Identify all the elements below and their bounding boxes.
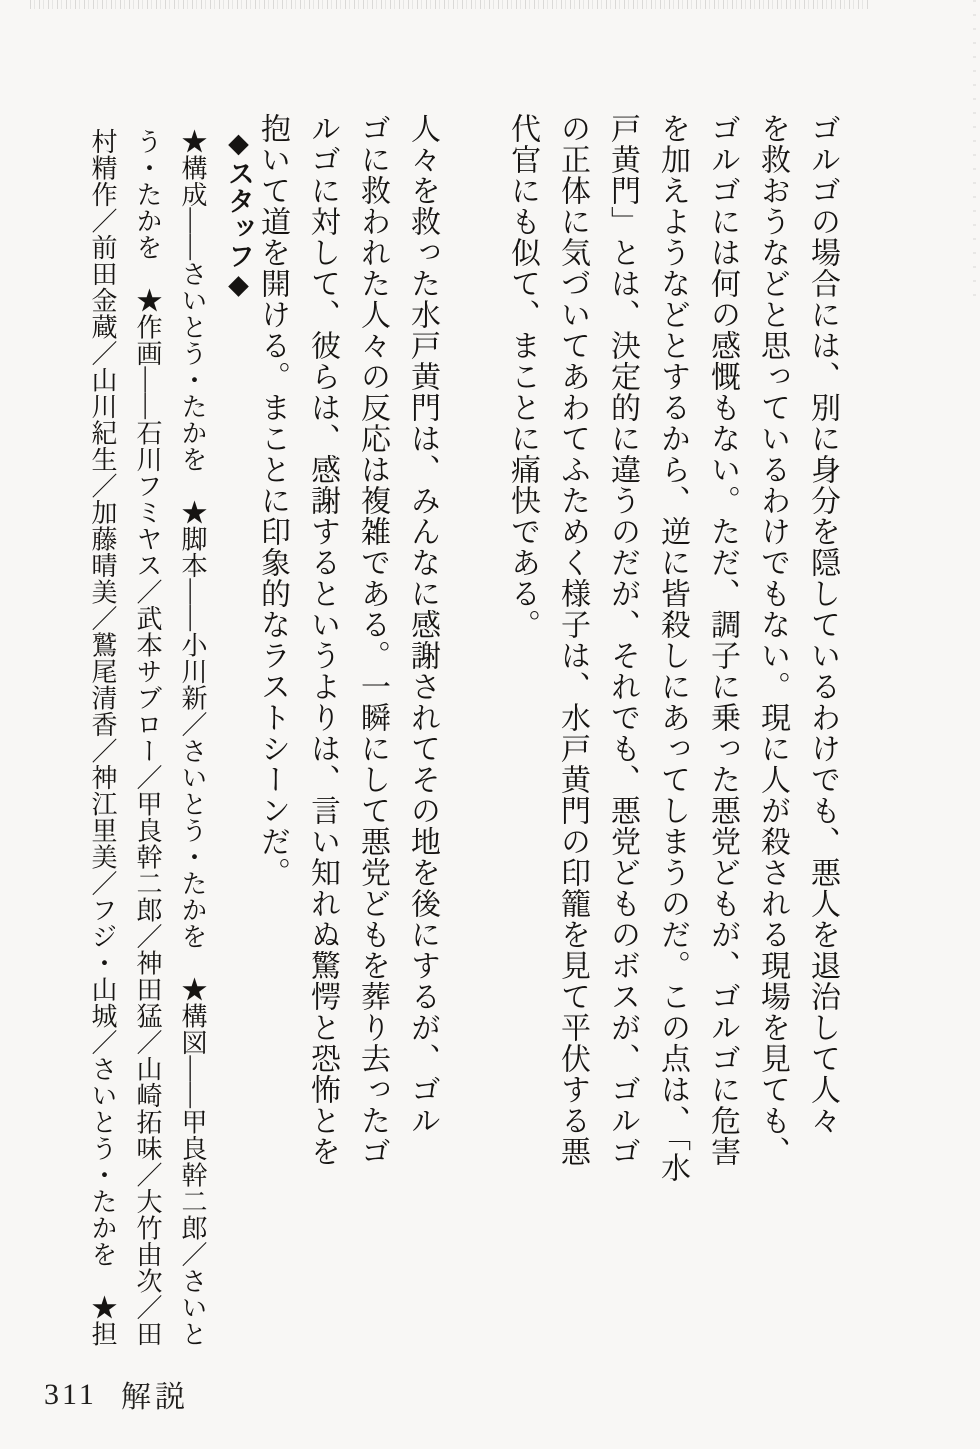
text-line: ゴルゴには何の感慨もない。ただ、調子に乗った悪党どもが、ゴルゴに危害 bbox=[706, 113, 739, 1167]
text-line: ゴに救われた人々の反応は複雑である。一瞬にして悪党どもを葬り去ったゴ bbox=[356, 113, 389, 1167]
text-line: 抱いて道を開ける。まことに印象的なラストシーンだ。 bbox=[256, 113, 289, 888]
staff-credits-line: ★構成――さいとう・たかを ★脚本――小川新／さいとう・たかを ★構図――甲良幹二郎／さいと bbox=[178, 128, 207, 1347]
text-line: 人々を救った水戸黄門は、みんなに感謝されてその地を後にするが、ゴル bbox=[406, 113, 439, 1136]
text-line: の正体に気づいてあわてふためく様子は、水戸黄門の印籠を見て平伏する悪 bbox=[556, 113, 589, 1167]
text-line: を加えようなどとするから、逆に皆殺しにあってしまうのだ。この点は、「水 bbox=[656, 113, 689, 1183]
text-line: を救おうなどと思っているわけでもない。現に人が殺される現場を見ても、 bbox=[756, 113, 789, 1167]
page-number: 311 bbox=[44, 1378, 97, 1411]
scan-artifact-right bbox=[973, 0, 976, 300]
staff-credits-line: う・たかを ★作画――石川フミヤス／武本サブロー／甲良幹二郎／神田猛／山崎拓味／大竹由次／田 bbox=[133, 128, 162, 1347]
paragraph-2 bbox=[247, 113, 477, 1218]
text-line: ゴルゴの場合には、別に身分を隠しているわけでも、悪人を退治して人々 bbox=[806, 113, 839, 1136]
paragraph-1 bbox=[497, 113, 877, 1218]
staff-heading: ◆スタッフ◆ bbox=[224, 128, 254, 301]
text-line: 代官にも似て、まことに痛快である。 bbox=[506, 113, 539, 640]
text-line: 戸黄門」とは、決定的に違うのだが、それでも、悪党どものボスが、ゴルゴ bbox=[606, 113, 639, 1167]
text-line: ルゴに対して、彼らは、感謝するというよりは、言い知れぬ驚愕と恐怖とを bbox=[306, 113, 339, 1167]
body-text bbox=[227, 113, 877, 1218]
running-head: 解説 bbox=[121, 1381, 189, 1414]
staff-credits bbox=[80, 128, 262, 1358]
staff-credits-line: 村精作／前田金蔵／山川紀生／加藤晴美／鷲尾清香／神江里美／フジ・山城／さいとう・たかを ★担 bbox=[88, 128, 117, 1347]
scan-artifact-top bbox=[30, 0, 870, 9]
